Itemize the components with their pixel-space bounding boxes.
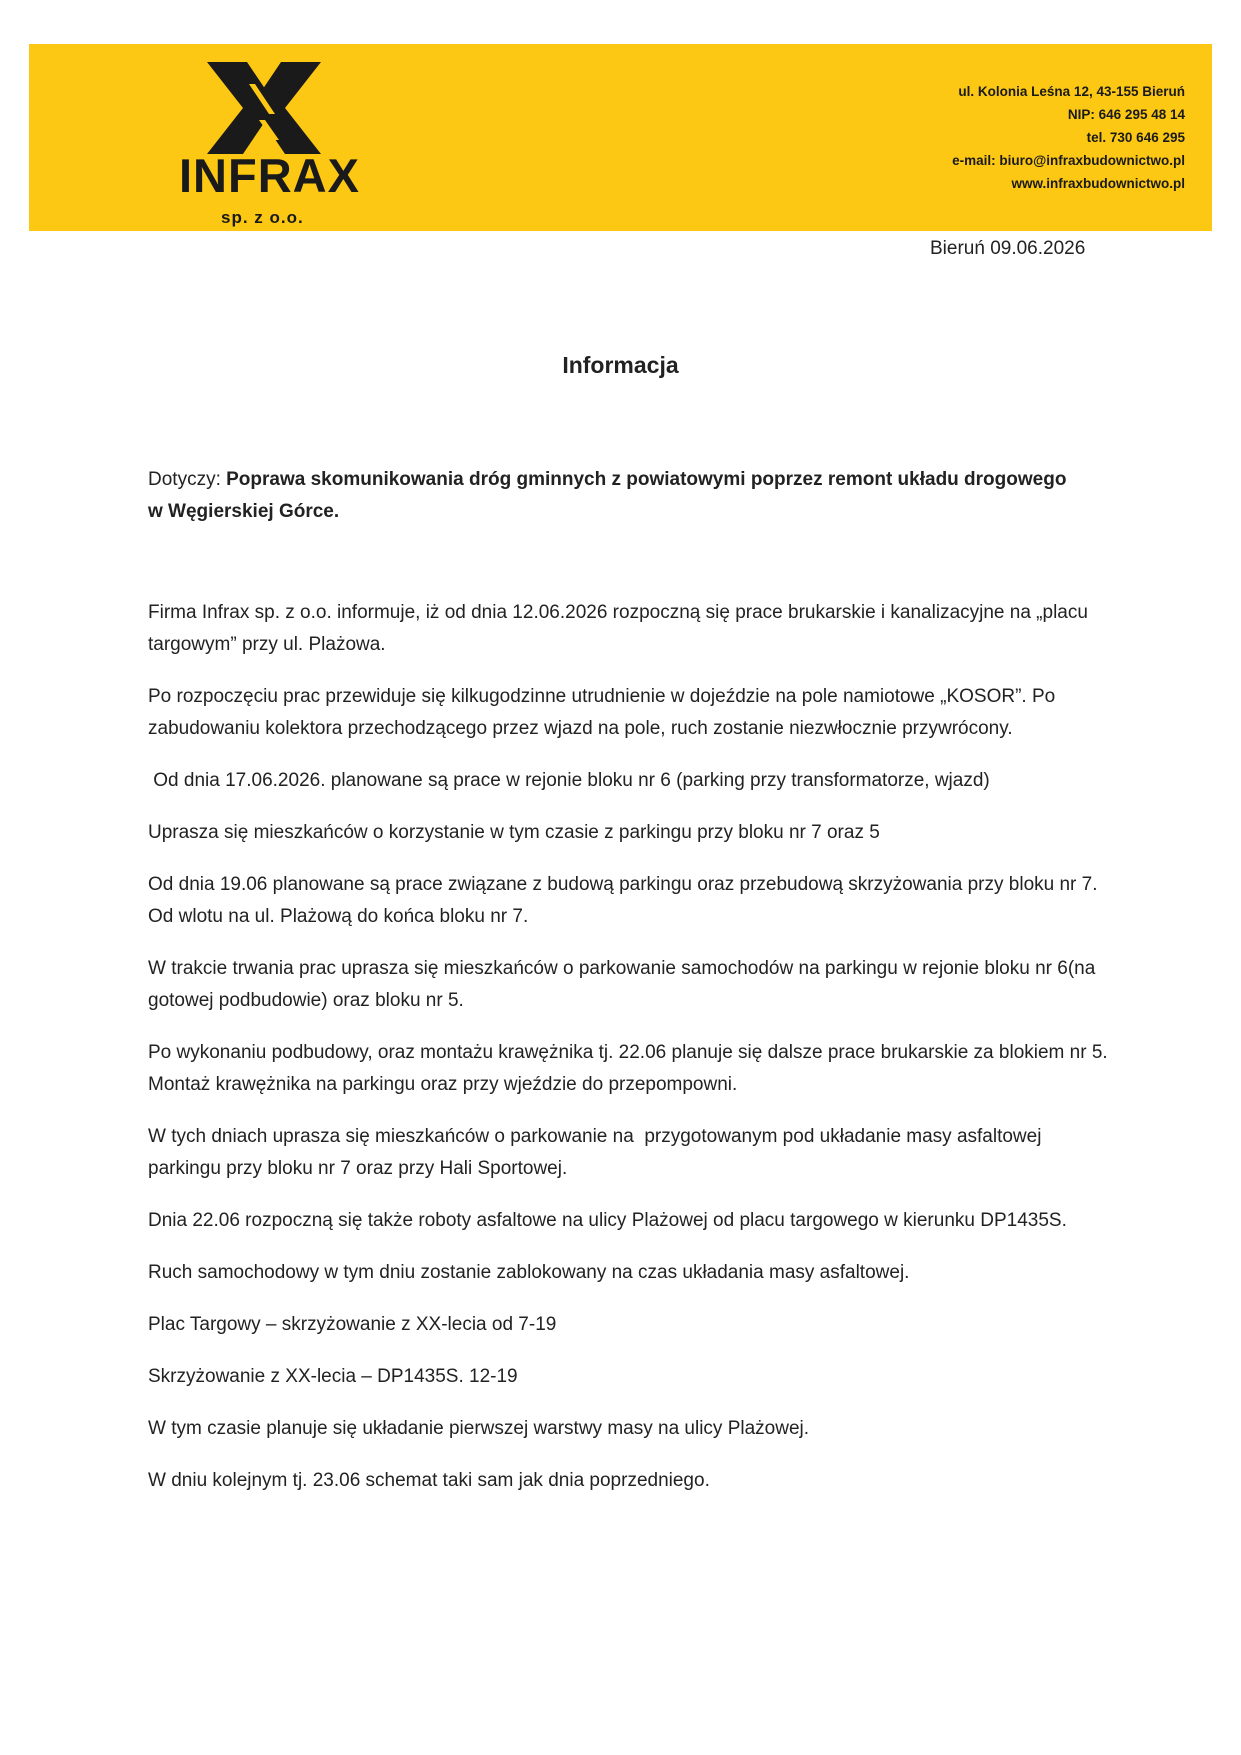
subject-line — [148, 464, 1078, 528]
contact-block — [952, 80, 1185, 195]
nip-line: NIP: 646 295 48 14 — [1067, 107, 1185, 122]
body-paragraph: Po rozpoczęciu prac przewiduje się kilkugodzinne utrudnienie w dojeździe na pole namiotowe „KOSOR”. Po zabudowaniu kolektora przechodzącego przez wjazd na pole, ruch zostanie niezwłocznie przywrócony. — [148, 686, 1056, 739]
infrax-logo-icon — [149, 60, 379, 155]
body-paragraph: Od dnia 19.06 planowane są prace związane z budową parkingu oraz przebudową skrzyżowania przy bloku nr 7. Od wlotu na ul. Plażową do końca bloku nr 7. — [148, 874, 1109, 927]
body-paragraph: W tym czasie planuje się układanie pierwszej warstwy masy na ulicy Plażowej. — [148, 1418, 810, 1439]
body-paragraph: Firma Infrax sp. z o.o. informuje, iż od dnia 12.06.2026 rozpoczną się prace brukarskie i kanalizacyjne na „placu targowym” przy ul. Plażowa. — [148, 602, 1088, 655]
company-logo — [149, 60, 379, 230]
body-paragraph: Dnia 22.06 rozpoczną się także roboty asfaltowe na ulicy Plażowej od placu targowego w kierunku DP1435S. — [148, 1210, 1067, 1231]
body-paragraph: Od dnia 17.06.2026. planowane są prace w rejonie bloku nr 6 (parking przy transformatorze, wjazd) — [148, 770, 990, 791]
email-line: e-mail: biuro@infraxbudownictwo.pl — [952, 153, 1185, 168]
body-paragraph: W tych dniach uprasza się mieszkańców o parkowanie na przygotowanym pod układanie masy asfaltowej parkingu przy bloku nr 7 oraz przy Hali Sportowej. — [148, 1126, 1047, 1179]
logo-subtitle: sp. z o.o. — [221, 208, 304, 227]
subject-text: Poprawa skomunikowania dróg gminnych z powiatowymi poprzez remont układu drogowego w Węgierskiej Górce. — [148, 469, 1067, 522]
body-paragraph: W dniu kolejnym tj. 23.06 schemat taki sam jak dnia poprzedniego. — [148, 1470, 710, 1491]
document-body — [148, 597, 1108, 1517]
body-paragraph: Po wykonaniu podbudowy, oraz montażu krawężnika tj. 22.06 planuje się dalsze prace brukarskie za blokiem nr 5. Montaż krawężnika na parkingu oraz przy wjeździe do przepompowni. — [148, 1042, 1108, 1095]
body-paragraph: Ruch samochodowy w tym dniu zostanie zablokowany na czas układania masy asfaltowej. — [148, 1262, 910, 1283]
body-paragraph: Skrzyżowanie z XX-lecia – DP1435S. 12-19 — [148, 1366, 518, 1387]
address-line: ul. Kolonia Leśna 12, 43-155 Bieruń — [958, 84, 1185, 99]
document-date: Bieruń 09.06.2026 — [930, 238, 1086, 259]
document-title: Informacja — [562, 352, 679, 378]
subject-label: Dotyczy: — [148, 469, 227, 490]
letterhead — [29, 44, 1212, 231]
body-paragraph: Uprasza się mieszkańców o korzystanie w tym czasie z parkingu przy bloku nr 7 oraz 5 — [148, 822, 880, 843]
body-paragraph: W trakcie trwania prac uprasza się mieszkańców o parkowanie samochodów na parkingu w rejonie bloku nr 6(na gotowej podbudowie) oraz bloku nr 5. — [148, 958, 1096, 1011]
logo-wordmark: INFRAX — [179, 149, 360, 202]
website-line: www.infraxbudownictwo.pl — [1011, 176, 1185, 191]
body-paragraph: Plac Targowy – skrzyżowanie z XX-lecia od 7-19 — [148, 1314, 557, 1335]
phone-line: tel. 730 646 295 — [1086, 130, 1185, 145]
